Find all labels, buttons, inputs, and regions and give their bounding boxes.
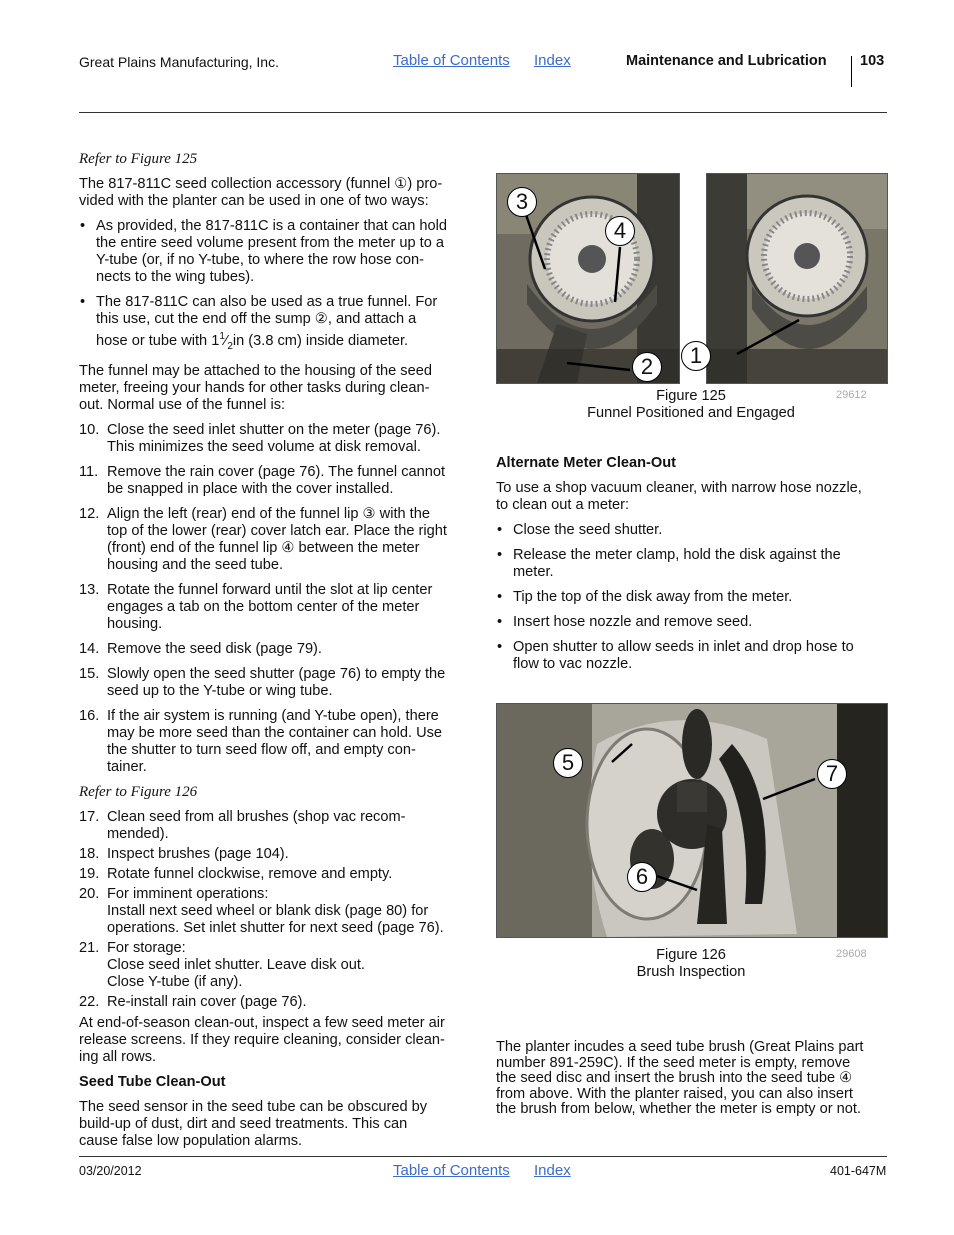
figure-125-code: 29612 — [836, 389, 867, 401]
step-number: 11. — [79, 463, 99, 480]
step-text: Re-install rain cover (page 76). — [107, 993, 307, 1010]
callout-1: 1 — [681, 341, 711, 371]
list-item: • Close the seed shutter. — [496, 522, 888, 539]
step-text: Close seed inlet shutter. Leave disk out. — [107, 956, 365, 973]
list-item: • Tip the top of the disk away from the meter. — [496, 589, 888, 606]
figure-126-photo — [496, 703, 888, 938]
list-item — [79, 422, 474, 456]
section-title: Maintenance and Lubrication — [626, 53, 827, 69]
list-item — [79, 666, 474, 700]
step-text: Inspect brushes (page 104). — [107, 845, 289, 862]
intro-paragraph: The 817-811C seed collection accessory (funnel ①) pro- vided with the planter can be used in one of two ways: — [79, 176, 443, 209]
left-column — [79, 151, 474, 1158]
footer-doc-number: 401-647M — [830, 1164, 887, 1178]
footer-toc-link[interactable]: Table of Contents — [393, 1162, 510, 1179]
list-item: • Open shutter to allow seeds in inlet and drop hose to flow to vac nozzle. — [496, 639, 888, 673]
step-text: Rotate funnel clockwise, remove and empty. — [107, 865, 393, 882]
step-text: Close Y-tube (if any). — [107, 973, 243, 990]
step-text: Rotate the funnel forward until the slot at lip center — [107, 581, 433, 598]
funnel-paragraph: The funnel may be attached to the housing of the seed meter, freeing your hands for other tasks during clean- out. Normal use of the funnel is: — [79, 362, 432, 413]
step-text: Slowly open the seed shutter (page 76) to empty the — [107, 665, 446, 682]
list-item — [79, 506, 474, 574]
footer-rule — [79, 1156, 887, 1157]
season-paragraph: At end-of-season clean-out, inspect a few seed meter air release screens. If they require cleaning, consider clean- ing all rows. — [79, 1014, 445, 1065]
header-rule — [79, 112, 887, 113]
list-item — [79, 940, 474, 991]
list-item: • Insert hose nozzle and remove seed. — [496, 614, 888, 631]
figure-126-code: 29608 — [836, 948, 867, 960]
step-number: 14. — [79, 640, 100, 657]
section-heading: Alternate Meter Clean-Out — [496, 455, 677, 471]
step-number: 13. — [79, 581, 100, 598]
list-item — [79, 708, 474, 776]
list-item — [79, 809, 474, 843]
step-number: 17. — [79, 808, 100, 825]
step-text: Remove the rain cover (page 76). The funnel cannot — [107, 463, 446, 480]
figure-126-caption: Figure 126 Brush Inspection — [636, 947, 746, 980]
step-text: Close the seed inlet shutter on the meter (page 76). — [107, 421, 441, 438]
step-number: 19. — [79, 865, 100, 882]
list-item: • Release the meter clamp, hold the disk against the meter. — [496, 547, 888, 581]
step-text: top of the lower (rear) cover latch ear. Place the right — [107, 522, 447, 539]
footer-index-link[interactable]: Index — [534, 1162, 571, 1179]
company-name: Great Plains Manufacturing, Inc. — [79, 54, 279, 70]
step-text: Remove the seed disk (page 79). — [107, 640, 322, 657]
step-text: seed up to the Y-tube or wing tube. — [107, 682, 333, 699]
step-text: housing. — [107, 615, 163, 632]
list-item — [79, 641, 474, 658]
figure-reference: Refer to Figure 126 — [79, 783, 198, 800]
footer-date: 03/20/2012 — [79, 1164, 142, 1178]
step-number: 18. — [79, 845, 100, 862]
list-item — [79, 582, 474, 633]
amc-paragraph: To use a shop vacuum cleaner, with narrow hose nozzle, to clean out a meter: — [496, 480, 862, 513]
step-text: Align the left (rear) end of the funnel lip ③ with the — [107, 505, 430, 522]
list-item — [79, 994, 474, 1011]
step-text: operations. Set inlet shutter for next seed (page 76). — [107, 919, 444, 936]
page-number: 103 — [860, 53, 885, 69]
step-number: 20. — [79, 885, 100, 902]
header-index-link[interactable]: Index — [534, 52, 571, 69]
list-item — [79, 886, 474, 937]
step-text: engages a tab on the bottom center of the meter — [107, 598, 420, 615]
step-text: Clean seed from all brushes (shop vac recom- — [107, 808, 406, 825]
callout-7: 7 — [817, 759, 847, 789]
callout-4: 4 — [605, 216, 635, 246]
right-column-upper — [496, 455, 888, 681]
callout-6: 6 — [627, 862, 657, 892]
step-text: Install next seed wheel or blank disk (page 80) for — [107, 902, 429, 919]
brush-paragraph: The planter incudes a seed tube brush (Great Plains part number 891-259C). If the seed meter is empty, remove the seed disc and insert the brush into the seed tube ④ from above. With the planter raised, you can also insert the brush from below, whether the meter is empty or not. — [496, 1039, 864, 1117]
header-divider — [851, 56, 852, 87]
step-number: 10. — [79, 421, 100, 438]
step-text: This minimizes the seed volume at disk removal. — [107, 438, 421, 455]
header-toc-link[interactable]: Table of Contents — [393, 52, 510, 69]
callout-3: 3 — [507, 187, 537, 217]
steps-list — [79, 422, 474, 776]
steps-list — [79, 809, 474, 1011]
figure-reference: Refer to Figure 125 — [79, 151, 198, 167]
list-item: • The 817-811C can also be used as a true funnel. For this use, cut the end off the sump ②, and attach a hose or tube with $1^1⁄_2in$ (3.8 cm) inside diameter. — [79, 294, 474, 355]
seed-tube-paragraph: The seed sensor in the seed tube can be obscured by build-up of dust, dirt and seed treatments. This can cause false low population alarms. — [79, 1098, 428, 1149]
step-text: may be more seed than the container can hold. Use — [107, 724, 443, 741]
step-text: be snapped in place with the cover installed. — [107, 480, 394, 497]
callout-2: 2 — [632, 352, 662, 382]
figure-125-caption: Figure 125 Funnel Positioned and Engaged — [587, 388, 795, 421]
step-text: tainer. — [107, 758, 147, 775]
step-text: If the air system is running (and Y-tube open), there — [107, 707, 439, 724]
step-number: 12. — [79, 505, 100, 522]
callout-5: 5 — [553, 748, 583, 778]
step-number: 22. — [79, 993, 100, 1010]
step-text: mended). — [107, 825, 169, 842]
step-number: 16. — [79, 707, 100, 724]
section-heading: Seed Tube Clean-Out — [79, 1073, 226, 1090]
step-number: 15. — [79, 665, 100, 682]
figure-125-photo-right — [706, 173, 888, 384]
list-item: • As provided, the 817-811C is a container that can hold the entire seed volume present from the meter up to a Y-tube (or, if no Y-tube, to where the row hose con- nects to the wing tubes). — [79, 218, 474, 286]
step-text: (front) end of the funnel lip ④ between the meter — [107, 539, 420, 556]
step-text: the shutter to turn seed flow off, and empty con- — [107, 741, 416, 758]
step-text: For imminent operations: — [107, 885, 269, 902]
list-item — [79, 866, 474, 883]
step-text: For storage: — [107, 939, 186, 956]
step-text: housing and the seed tube. — [107, 556, 284, 573]
figure-125-photo-left — [496, 173, 680, 384]
list-item — [79, 464, 474, 498]
step-number: 21. — [79, 939, 100, 956]
list-item — [79, 846, 474, 863]
